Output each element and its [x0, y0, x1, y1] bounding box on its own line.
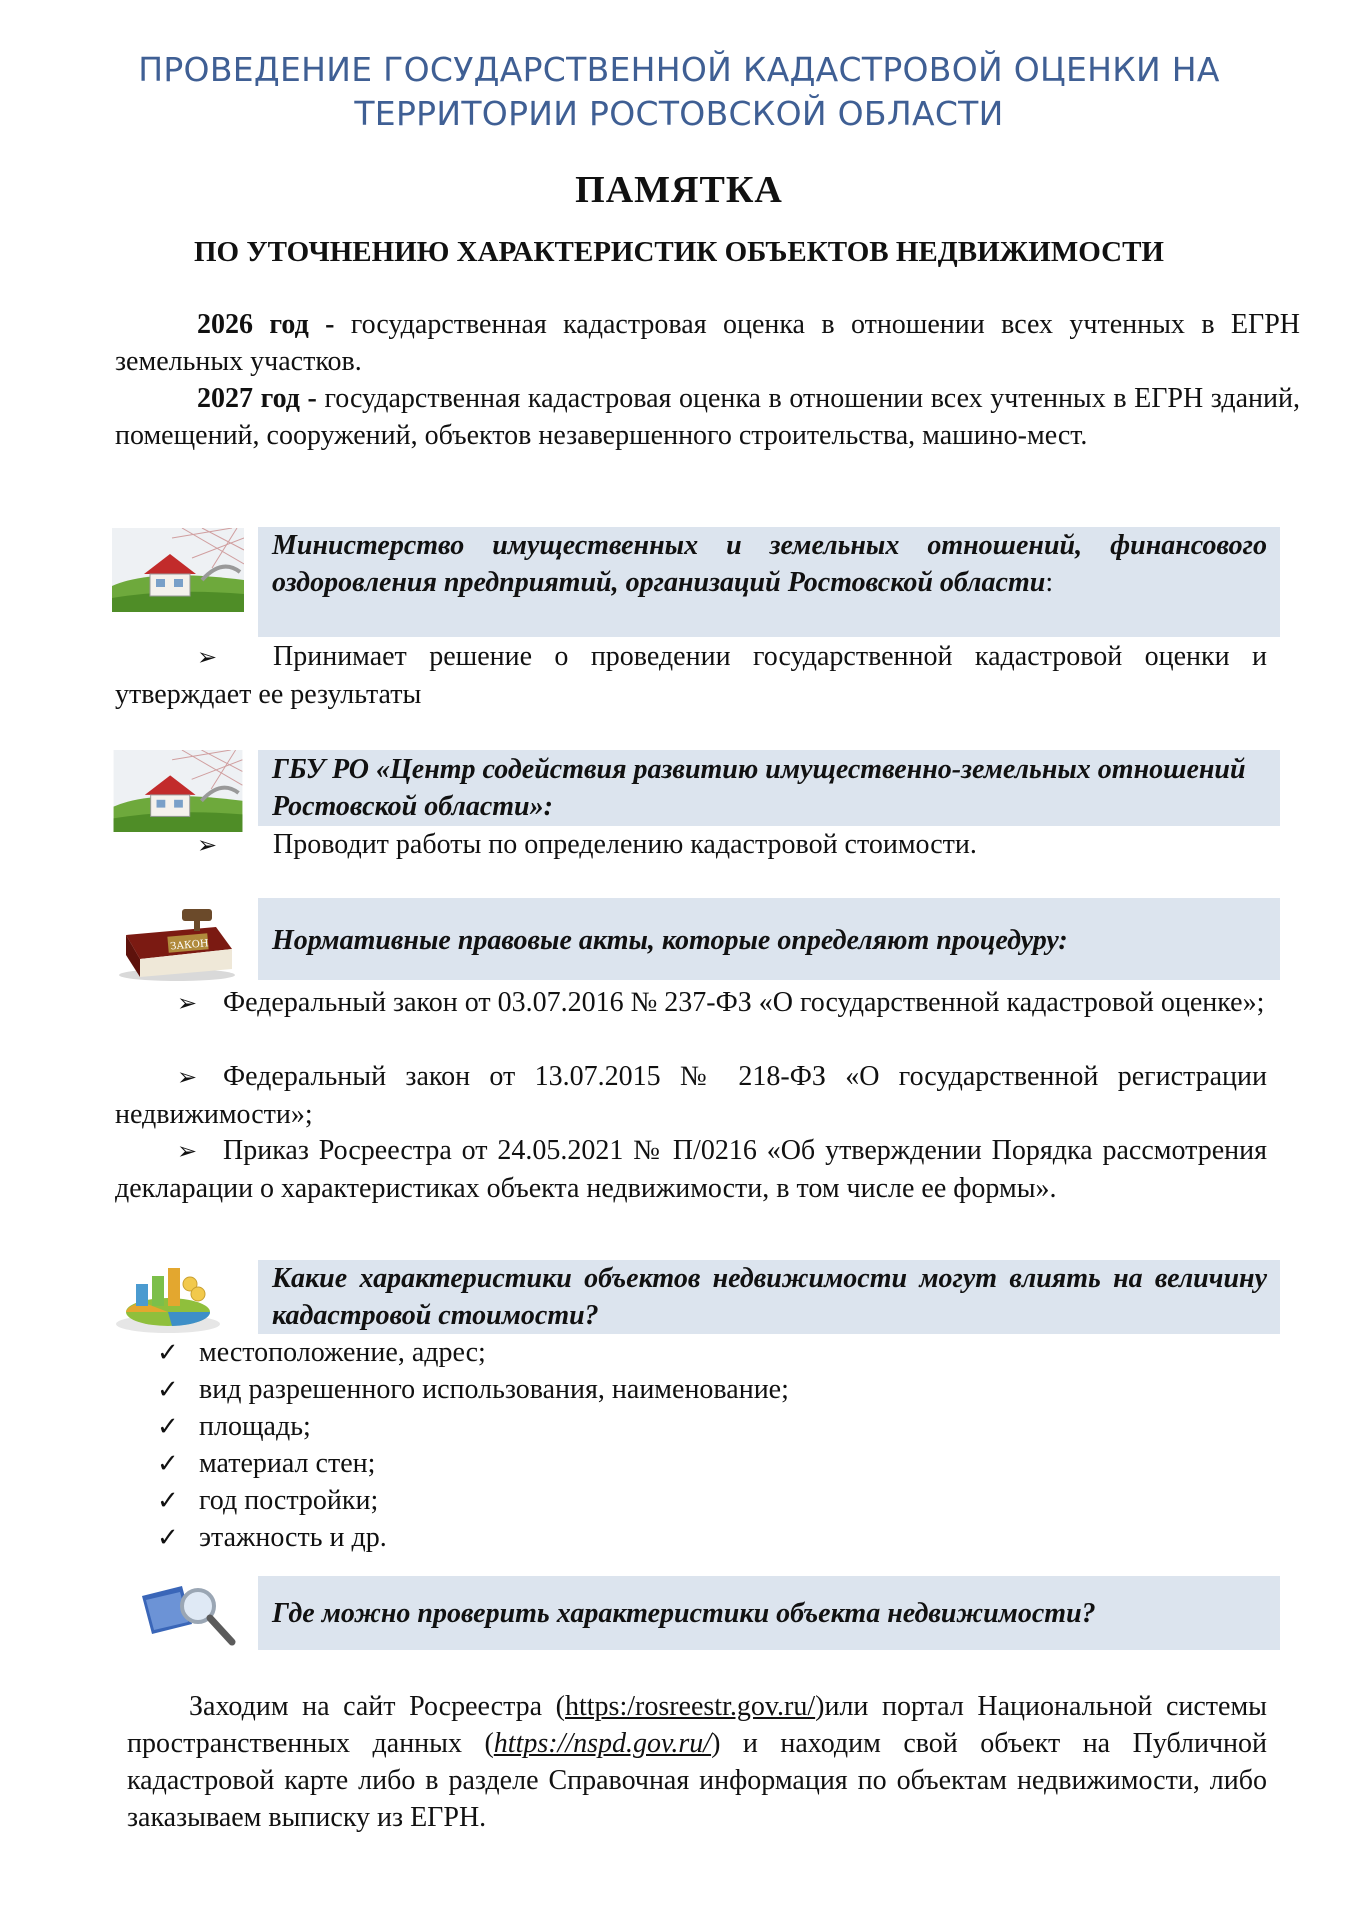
ministry-heading-colon: :	[1045, 567, 1054, 598]
ministry-item	[115, 638, 1267, 713]
list-item	[157, 1445, 789, 1482]
ministry-item-text: Принимает решение о проведении государственной кадастровой оценки и утверждает ее результаты	[115, 641, 1267, 710]
intro-text-2027: государственная кадастровая оценка в отношении всех учтенных в ЕГРН зданий, помещений, сооружений, объектов незавершенного строительства, машино-мест.	[115, 383, 1300, 451]
check-text-2: )или портал Национальной системы пространственных данных (	[127, 1691, 1267, 1759]
rosreestr-link[interactable]: https:/rosreestr.gov.ru/	[564, 1691, 816, 1722]
laws-heading: Нормативные правовые акты, которые определяют процедуру:	[272, 925, 1068, 956]
arrow-bullet-icon: ➢	[177, 989, 198, 1017]
arrow-bullet-icon: ➢	[197, 643, 218, 671]
check-text-1: Заходим на сайт Росреестра (	[189, 1691, 565, 1722]
law-item-1-text: Федеральный закон от 03.07.2016 № 237-ФЗ «О государственной кадастровой оценке»;	[223, 987, 1265, 1018]
arrow-bullet-icon: ➢	[177, 1137, 198, 1165]
list-item-text: площадь;	[199, 1411, 311, 1442]
law-item-2-text: Федеральный закон от 13.07.2015 № 218-ФЗ «О государственной регистрации недвижимости»;	[115, 1061, 1267, 1130]
intro-block	[115, 306, 1300, 454]
gbu-item-text: Проводит работы по определению кадастровой стоимости.	[273, 829, 977, 860]
ministry-heading-text: Министерство имущественных и земельных отношений, финансового оздоровления предприятий, организаций Ростовской области	[272, 530, 1267, 598]
checkmark-icon: ✓	[157, 1523, 179, 1553]
ministry-heading	[272, 527, 1267, 601]
gbu-item	[197, 826, 977, 864]
memo-title: ПАМЯТКА	[575, 169, 783, 211]
law-item-3-text: Приказ Росреестра от 24.05.2021 № П/0216 «Об утверждении Порядка рассмотрения декларации о характеристиках объекта недвижимости, в том числе ее формы».	[115, 1135, 1267, 1204]
list-item-text: этажность и др.	[199, 1522, 387, 1553]
list-item-text: год постройки;	[199, 1485, 379, 1516]
chart-coins-icon	[112, 1262, 224, 1336]
checkmark-icon: ✓	[157, 1338, 179, 1368]
check-text-3: ) и находим свой объект на Публичной кадастровой карте либо в разделе Справочная информация по объектам недвижимости, либо заказываем выписку из ЕГРН.	[127, 1728, 1267, 1833]
check-heading: Где можно проверить характеристики объекта недвижимости?	[272, 1598, 1096, 1629]
characteristics-list	[157, 1334, 789, 1556]
law-item-1	[115, 984, 1267, 1022]
list-item-text: местоположение, адрес;	[199, 1337, 486, 1368]
list-item	[157, 1334, 789, 1371]
checkmark-icon: ✓	[157, 1375, 179, 1405]
check-paragraph	[127, 1688, 1267, 1836]
intro-paragraph-2027	[115, 380, 1300, 454]
list-item-text: вид разрешенного использования, наименование;	[199, 1374, 789, 1405]
main-title-line1: ПРОВЕДЕНИЕ ГОСУДАРСТВЕННОЙ КАДАСТРОВОЙ ОЦЕНКИ НА	[138, 50, 1220, 89]
memo-subtitle: ПО УТОЧНЕНИЮ ХАРАКТЕРИСТИК ОБЪЕКТОВ НЕДВИЖИМОСТИ	[194, 236, 1164, 268]
law-item-2	[115, 1058, 1267, 1133]
magnifier-icon	[136, 1578, 240, 1650]
law-book-icon	[112, 905, 242, 983]
intro-text-2026: государственная кадастровая оценка в отношении всех учтенных в ЕГРН земельных участков.	[115, 309, 1301, 377]
intro-year-2026: 2026 год -	[197, 309, 335, 340]
intro-year-2027: 2027 год -	[197, 383, 317, 414]
checkmark-icon: ✓	[157, 1449, 179, 1479]
nspd-link[interactable]: https://nspd.gov.ru/	[493, 1728, 712, 1759]
checkmark-icon: ✓	[157, 1412, 179, 1442]
gbu-heading: ГБУ РО «Центр содействия развитию имущественно-земельных отношений Ростовской области»:	[272, 754, 1246, 822]
checkmark-icon: ✓	[157, 1486, 179, 1516]
law-book-label: ЗАКОН	[169, 938, 210, 953]
law-item-3	[115, 1132, 1267, 1207]
characteristics-heading: Какие характеристики объектов недвижимости могут влиять на величину кадастровой стоимости?	[272, 1263, 1267, 1331]
intro-paragraph-2026	[115, 306, 1300, 380]
list-item	[157, 1482, 789, 1519]
list-item	[157, 1519, 789, 1556]
house-map-icon	[112, 750, 244, 832]
main-title-line2: ТЕРРИТОРИИ РОСТОВСКОЙ ОБЛАСТИ	[354, 94, 1004, 133]
main-title	[100, 48, 1258, 136]
list-item	[157, 1371, 789, 1408]
arrow-bullet-icon: ➢	[177, 1063, 198, 1091]
house-map-icon	[112, 528, 244, 612]
list-item	[157, 1408, 789, 1445]
list-item-text: материал стен;	[199, 1448, 376, 1479]
arrow-bullet-icon: ➢	[197, 831, 218, 859]
